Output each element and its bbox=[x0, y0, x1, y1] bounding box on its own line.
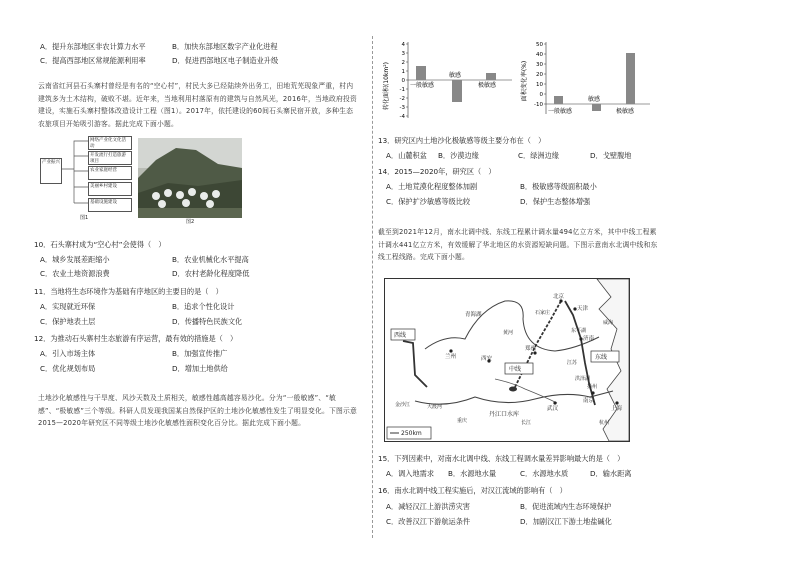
fig1-box-5: 基础设施建设 bbox=[88, 198, 132, 212]
q9-option-d: D．促进西部地区电子制造业升级 bbox=[172, 56, 279, 65]
map-label-jinan: 济南 bbox=[583, 336, 595, 342]
map-label-middle: 中线 bbox=[509, 366, 522, 373]
map-label-zhengzhou: 郑州 bbox=[525, 346, 537, 352]
q14-option-d: D．保护生态整体增强 bbox=[520, 197, 591, 206]
water-diversion-map bbox=[384, 278, 630, 442]
village-photo-image bbox=[138, 138, 242, 218]
q9-option-b: B．加快东部地区数字产业化进程 bbox=[172, 42, 278, 51]
passage-desertification: 土地沙化敏感性与干旱度、风沙天数及土质相关，敏感性越高越容易沙化。分为“一般敏感”、“敏感”、“极敏感”三个等级。科研人员发现我国某自然保护区的土地沙化敏感性发生了明显变化。下图示意2015—2020年研究区不同等级土地沙化敏感性面积变化百分比。据此完成下面小题。 bbox=[38, 394, 358, 427]
q15-option-d: D．输水距离 bbox=[590, 469, 632, 478]
chart1-bar-general bbox=[416, 66, 426, 80]
chart1-bar-extreme bbox=[486, 73, 496, 80]
q13-option-c: C．绿洲边缘 bbox=[518, 151, 559, 160]
map-label-tianjin: 天津 bbox=[577, 306, 589, 312]
column-divider bbox=[372, 36, 373, 538]
right-column bbox=[378, 0, 794, 562]
q13-option-b: B．沙漠边缘 bbox=[438, 151, 479, 160]
chart2-bar-general bbox=[554, 96, 563, 104]
q12-option-b: B．加强宣传推广 bbox=[172, 349, 228, 358]
chart1-ticks bbox=[400, 42, 408, 120]
axis-tick-label: 0 bbox=[401, 78, 405, 84]
chart1-cat-general: 一般敏感 bbox=[410, 82, 435, 89]
q10-option-b: B．农业机械化水平提高 bbox=[172, 255, 249, 264]
map-label-hangzhou: 杭州 bbox=[599, 420, 610, 426]
q16-stem: 16．南水北调中线工程实施后，对汉江流域的影响有（ ） bbox=[378, 486, 567, 495]
chart2-bar-extreme bbox=[626, 53, 635, 104]
q11-option-a: A．实现就近环保 bbox=[40, 302, 96, 311]
map-label-shanghai: 上海 bbox=[611, 406, 623, 412]
axis-tick-label: 20 bbox=[536, 72, 543, 78]
q10-option-a: A．城乡发展差距缩小 bbox=[40, 255, 110, 264]
figure-1-flowchart bbox=[40, 136, 135, 220]
map-label-wuhan: 武汉 bbox=[547, 406, 559, 412]
chart1-bar-sensitive bbox=[452, 80, 462, 102]
map-label-danjiang: 丹江口水库 bbox=[489, 411, 520, 418]
axis-tick-label: -4 bbox=[399, 114, 405, 120]
q15-option-c: C．水源地水质 bbox=[520, 469, 569, 478]
q11-option-d: D．传播特色民族文化 bbox=[172, 317, 243, 326]
q16-option-c: C．改善汉江下游航运条件 bbox=[386, 517, 471, 526]
passage-stone-village: 云南省红河县石头寨村曾经是有名的“空心村”，村民大多已经陆续外出务工，田地荒芜现象严重，村内建筑多为土木结构，破败不堪。近年来，当地利用村落原有的建筑与自然风光，2016年，当地政府投资建设，实施石头寨村整体改造设计工程（图1）。2017年，依托建设的60间石头寨民宿开放，多种生态农旅项目开始吸引游客。据此完成下面小题。 bbox=[38, 82, 357, 128]
map-label-chongqing: 重庆 bbox=[457, 418, 468, 424]
map-label-qinghai: 青海湖 bbox=[465, 312, 482, 318]
q16-option-b: B．促进流域内生态环境保护 bbox=[520, 502, 612, 511]
fig2-caption: 图2 bbox=[186, 219, 195, 225]
q14-option-a: A．土地荒漠化程度整体加剧 bbox=[386, 182, 478, 191]
axis-tick-label: -1 bbox=[399, 87, 405, 93]
passage-south-north-water: 截至到2021年12月，南水北调中线、东线工程累计调水量494亿立方米，其中中线工程累计调水441亿立方米，有效缓解了华北地区的水资源短缺问题。下图示意南水北调中线和东线工程线路。完成下面小题。 bbox=[378, 228, 658, 261]
q15-stem: 15．下列因素中，对南水北调中线、东线工程调水量差异影响最大的是（ ） bbox=[378, 454, 625, 463]
axis-tick-label: 4 bbox=[401, 42, 405, 48]
q13-option-d: D．戈壁腹地 bbox=[590, 151, 632, 160]
q14-option-c: C．保护扩沙敏感等级比较 bbox=[386, 197, 471, 206]
axis-tick-label: 40 bbox=[536, 52, 543, 58]
axis-tick-label: 2 bbox=[401, 60, 405, 66]
left-column bbox=[0, 0, 370, 562]
fig1-caption: 图1 bbox=[80, 215, 89, 221]
q16-option-d: D．加剧汉江下游土地盐碱化 bbox=[520, 517, 612, 526]
axis-tick-label: -10 bbox=[534, 102, 543, 108]
chart2-cat-sensitive: 敏感 bbox=[588, 96, 601, 103]
chart1-ylabel: 转化面积(10km²) bbox=[383, 61, 390, 111]
q10-option-c: C．农业土地资源浪费 bbox=[40, 269, 110, 278]
axis-tick-label: -3 bbox=[399, 105, 405, 111]
map-label-changjiang: 长江 bbox=[521, 420, 532, 426]
fig1-box-1: 网络产业化文化活动 bbox=[88, 136, 132, 150]
q11-option-c: C．保护地表土层 bbox=[40, 317, 96, 326]
map-label-lanzhou: 兰州 bbox=[445, 354, 457, 360]
q10-option-d: D．农村老龄化程度降低 bbox=[172, 269, 250, 278]
q9-option-a: A．提升东部地区非农计算力水平 bbox=[40, 42, 146, 51]
map-label-dongping: 东平湖 bbox=[571, 328, 587, 334]
chart1-cat-extreme: 极敏感 bbox=[478, 82, 497, 89]
fig1-box-left: 产业振兴 bbox=[40, 158, 62, 184]
fig1-connectors bbox=[40, 136, 135, 220]
q15-option-b: B．水源地水量 bbox=[448, 469, 497, 478]
map-label-xian: 西安 bbox=[481, 356, 493, 362]
chart2-bar-sensitive bbox=[592, 104, 601, 111]
q9-option-c: C．提高西部地区常规能源利用率 bbox=[40, 56, 146, 65]
axis-tick-label: 3 bbox=[401, 51, 405, 57]
axis-tick-label: -2 bbox=[399, 96, 405, 102]
figure-2-photo bbox=[138, 138, 242, 225]
q13-option-a: A．山麓积盆 bbox=[386, 151, 427, 160]
chart2-cat-general: 一般敏感 bbox=[548, 108, 573, 115]
map-label-nanjing: 南京 bbox=[583, 398, 595, 404]
chart-area-change-rate bbox=[518, 36, 658, 126]
map-label-beijing: 北京 bbox=[553, 294, 565, 300]
chart2-ylabel: 面积变化率(%) bbox=[521, 60, 528, 102]
map-label-eastern: 东线 bbox=[595, 354, 608, 361]
q14-stem: 14．2015—2020年，研究区（ ） bbox=[378, 167, 496, 176]
q16-option-a: A．减轻汉江上游洪涝灾害 bbox=[386, 502, 470, 511]
chart1-cat-sensitive: 敏感 bbox=[449, 72, 462, 79]
q11-option-b: B．追求个性化设计 bbox=[172, 302, 235, 311]
map-label-weihai: 威海 bbox=[603, 320, 614, 326]
q15-option-a: A．调入地需求 bbox=[386, 469, 435, 478]
q13-stem: 13．研究区内土地沙化极敏感等级主要分布在（ ） bbox=[378, 136, 546, 145]
q11-stem: 11．当地将生态环境作为基础有序地区的主要目的是（ ） bbox=[34, 287, 223, 296]
map-label-jinsha: 金沙江 bbox=[395, 402, 411, 408]
map-label-hongze: 洪泽湖 bbox=[575, 376, 591, 382]
axis-tick-label: 1 bbox=[401, 69, 405, 75]
q12-option-d: D．增加土地供给 bbox=[172, 364, 228, 373]
fig1-box-2: 开发流行打造旅游项目 bbox=[88, 151, 132, 165]
axis-tick-label: 0 bbox=[539, 92, 543, 98]
q12-option-c: C．优化规划布局 bbox=[40, 364, 96, 373]
map-label-shijiazhuang: 石家庄 bbox=[535, 310, 551, 316]
q12-stem: 12．为推动石头寨村生态旅游有序运营，最有效的措施是（ ） bbox=[34, 334, 238, 343]
q12-option-a: A．引入市场主体 bbox=[40, 349, 96, 358]
fig1-box-4: 美丽乡村建设 bbox=[88, 182, 132, 196]
map-label-yangzhou: 扬州 bbox=[587, 384, 598, 390]
axis-tick-label: 50 bbox=[536, 42, 543, 48]
q10-stem: 10．石头寨村成为“空心村”会使得（ ） bbox=[34, 240, 166, 249]
q14-option-b: B．极敏感等级面积最小 bbox=[520, 182, 597, 191]
chart2-cat-extreme: 极敏感 bbox=[616, 108, 635, 115]
map-label-dadu: 大渡河 bbox=[427, 404, 443, 410]
axis-tick-label: 10 bbox=[536, 82, 543, 88]
axis-tick-label: 30 bbox=[536, 62, 543, 68]
map-label-western: 西线 bbox=[394, 332, 407, 339]
chart-transfer-area bbox=[380, 36, 518, 126]
map-scale-label: 250km bbox=[401, 430, 422, 437]
danjiang-reservoir-marker bbox=[509, 387, 517, 392]
chart2-ticks bbox=[534, 42, 546, 108]
map-label-huanghe: 黄河 bbox=[503, 330, 514, 336]
map-label-jiangsu: 江苏 bbox=[567, 360, 578, 366]
fig1-box-3: 农业家庭经营 bbox=[88, 166, 132, 180]
